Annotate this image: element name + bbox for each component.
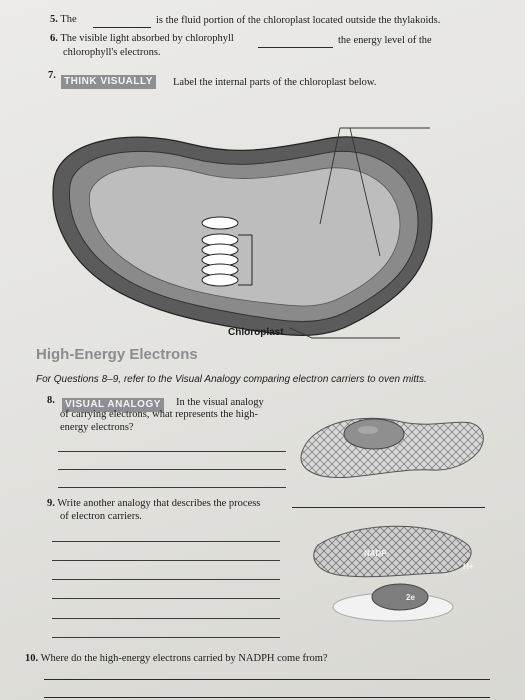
question-10-number: 10. — [25, 653, 39, 664]
granum-stack — [202, 217, 238, 286]
question-5-blank[interactable] — [93, 27, 151, 28]
question-5-number: 5. — [50, 14, 58, 25]
answer-line[interactable] — [44, 697, 490, 698]
answer-line[interactable] — [58, 469, 286, 470]
question-8-line-2: of carrying electrons, what represents the high- — [60, 409, 258, 420]
section-heading: High-Energy Electrons — [36, 346, 198, 363]
question-5-rest: is the fluid portion of the chloroplast located outside the thylakoids. — [156, 15, 441, 26]
question-6-start: The visible light absorbed by chlorophyll — [60, 33, 234, 44]
chloroplast-label: Chloroplast — [228, 327, 284, 338]
question-6-blank[interactable] — [258, 47, 333, 48]
oven-mitt-potato-image — [292, 392, 492, 492]
answer-line[interactable] — [52, 618, 280, 619]
question-10-text: Where do the high-energy electrons carried by NADPH come from? — [40, 653, 328, 664]
answer-line[interactable] — [52, 579, 280, 580]
question-8-line-1: In the visual analogy — [176, 397, 264, 408]
question-9-number: 9. — [47, 498, 55, 509]
answer-line[interactable] — [44, 679, 490, 680]
answer-line[interactable] — [52, 541, 280, 542]
electrons-label: 2e — [406, 593, 415, 602]
question-6-number: 6. — [50, 33, 58, 44]
answer-line[interactable] — [52, 637, 280, 638]
question-9-text: Write another analogy that describes the process — [57, 498, 261, 509]
question-7-text: Label the internal parts of the chloroplast below. — [173, 77, 377, 88]
answer-line[interactable] — [58, 451, 286, 452]
answer-line[interactable] — [52, 598, 280, 599]
question-9-line-2: of electron carriers. — [60, 511, 142, 522]
question-5 — [50, 14, 77, 25]
question-5-start: The — [60, 14, 77, 25]
question-6-mid: the energy level of the — [338, 35, 432, 46]
visual-analogy-badge: VISUAL ANALOGY — [62, 398, 164, 412]
image-caption-line — [292, 507, 485, 508]
hplus-label: H+ — [463, 562, 474, 571]
question-9-line-1 — [47, 498, 260, 509]
question-8-number: 8. — [47, 395, 55, 406]
question-6-end: chlorophyll's electrons. — [63, 47, 161, 58]
question-10 — [25, 653, 328, 664]
chloroplast-diagram — [20, 100, 460, 350]
answer-line[interactable] — [58, 487, 286, 488]
question-8-line-3: energy electrons? — [60, 422, 134, 433]
section-intro: For Questions 8–9, refer to the Visual Analogy comparing electron carriers to oven mitts. — [36, 374, 427, 385]
think-visually-badge: THINK VISUALLY — [61, 75, 156, 89]
question-7-number: 7. — [48, 70, 56, 81]
answer-line[interactable] — [52, 560, 280, 561]
nadph-label: NADP — [364, 549, 387, 558]
question-6 — [50, 33, 234, 44]
